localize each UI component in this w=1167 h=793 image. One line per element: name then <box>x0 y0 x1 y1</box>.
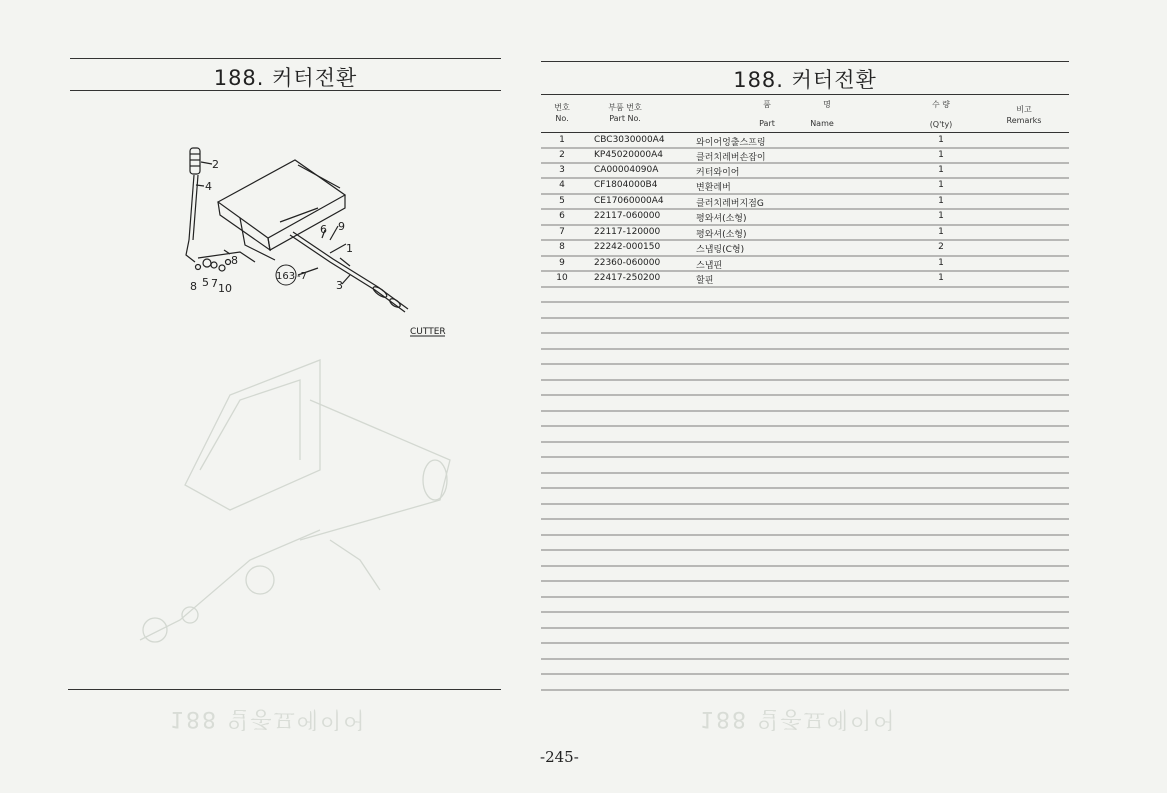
header-name-ko-1: 품 <box>763 100 771 109</box>
cell-qty: 1 <box>938 258 944 268</box>
svg-text:3: 3 <box>336 279 343 292</box>
cell-qty: 1 <box>938 150 944 160</box>
cell-no: 7 <box>559 227 565 237</box>
cell-no: 5 <box>559 196 565 206</box>
cell-part-number: 22117-120000 <box>594 227 661 237</box>
cell-name: 변환레버 <box>696 183 731 193</box>
left-page-title: 188. 커터전환 <box>213 66 358 90</box>
cell-part-number: 22417-250200 <box>594 273 661 283</box>
cell-part-number: CE17060000A4 <box>594 196 664 206</box>
svg-text:2: 2 <box>212 158 219 171</box>
header-remarks: 비고 Remarks <box>1006 105 1042 125</box>
header-part-label: Part <box>759 119 775 128</box>
svg-text:CUTTER: CUTTER <box>410 327 446 337</box>
cell-qty: 1 <box>938 211 944 221</box>
page-number: -245- <box>540 748 579 766</box>
header-qty-ko: 수 량 <box>932 100 950 109</box>
cell-part-number: CA00004090A <box>594 165 659 175</box>
cell-no: 8 <box>559 242 565 252</box>
cell-name: 할핀 <box>696 276 714 286</box>
cell-part-number: CF1804000B4 <box>594 180 658 190</box>
header-name-ko-2: 명 <box>823 100 831 109</box>
cell-qty: 1 <box>938 227 944 237</box>
cell-qty: 1 <box>938 196 944 206</box>
right-page-title: 188. 커터전환 <box>733 68 877 92</box>
svg-text:8: 8 <box>231 254 238 267</box>
cell-qty: 2 <box>938 242 944 252</box>
cell-no: 6 <box>559 211 565 221</box>
cell-part-number: 22360-060000 <box>594 258 661 268</box>
header-name-label: Name <box>810 119 834 128</box>
cell-no: 1 <box>559 135 565 145</box>
cell-name: 평와셔(소형) <box>696 230 747 240</box>
cell-no: 4 <box>559 180 565 190</box>
cell-no: 3 <box>559 165 565 175</box>
svg-text:6: 6 <box>320 223 327 236</box>
cell-no: 2 <box>559 150 565 160</box>
cell-name: 스냅링(C형) <box>696 245 745 255</box>
cell-name: 와이어엉출스프링 <box>696 138 766 148</box>
cell-name: 평와셔(소형) <box>696 214 747 224</box>
svg-text:1: 1 <box>346 242 353 255</box>
cell-part-number: 22242-000150 <box>594 242 661 252</box>
cell-part-number: 22117-060000 <box>594 211 661 221</box>
header-no: 번호 No. <box>554 103 570 123</box>
cell-name: 클러치레버손잡이 <box>696 153 766 163</box>
cell-name: 커터와이어 <box>696 168 740 178</box>
cell-no: 10 <box>556 273 568 283</box>
svg-text:8: 8 <box>190 280 197 293</box>
svg-text:-7: -7 <box>297 271 307 282</box>
cell-qty: 1 <box>938 165 944 175</box>
svg-text:5: 5 <box>202 276 209 289</box>
svg-text:4: 4 <box>205 180 212 193</box>
cell-part-number: CBC3030000A4 <box>594 135 665 145</box>
cell-qty: 1 <box>938 180 944 190</box>
svg-text:10: 10 <box>218 282 232 295</box>
svg-text:7: 7 <box>211 277 218 290</box>
header-part-number: 부품 번호 Part No. <box>608 103 642 123</box>
header-qty-en: (Q'ty) <box>929 120 953 129</box>
cell-qty: 1 <box>938 273 944 283</box>
cell-part-number: KP45020000A4 <box>594 150 664 160</box>
cell-name: 스냅핀 <box>696 261 723 271</box>
svg-text:163: 163 <box>276 271 296 282</box>
cell-qty: 1 <box>938 135 944 145</box>
cell-no: 9 <box>559 258 565 268</box>
svg-text:9: 9 <box>338 220 345 233</box>
bleed-through-text-right: 188 일종묘에이어 <box>700 706 897 731</box>
bleed-through-text-left: 188 일종묘에이어 <box>170 706 367 731</box>
cell-name: 클러치레버지점G <box>696 199 764 209</box>
